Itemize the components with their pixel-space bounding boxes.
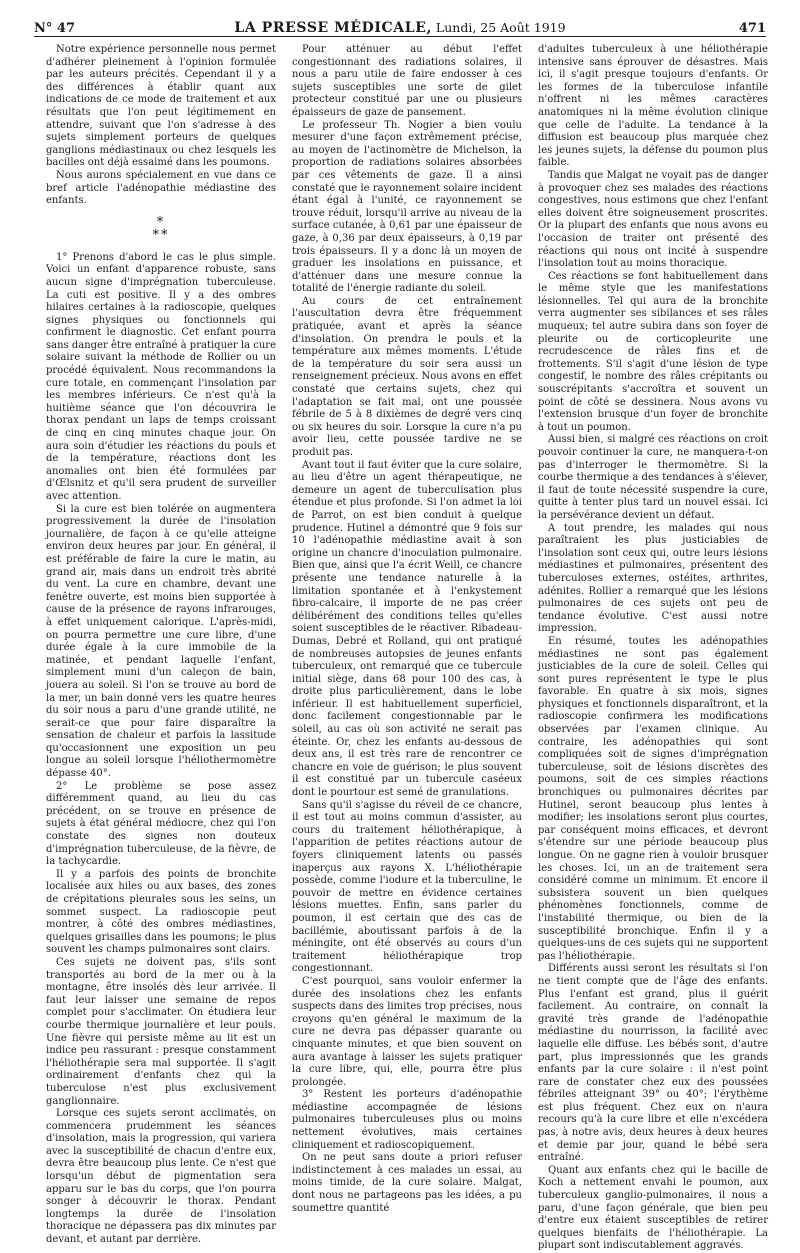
- paragraph: Différents aussi seront les résultats si l'on ne tient compte que de l'âge des enfants. Plus l'enfant est grand, plus il guérit facilement. Au contraire, on connaît la gravité très grande de l'adénopathie médiastine du nourrisson, la facilité avec laquelle elle diffuse. Les bébés sont, d'autre part, plus impressionnés que les grands enfants par la cure solaire : il n'est point rare de constater chez eux des poussées fébriles atteignant 39° ou 40°; l'érythème est plus fréquent. Chez eux on n'aura recours qu'à la cure libre et elle n'excédera pas, à notre avis, deux heures à deux heures et demie par jour, quand le bébé sera entraîné.: [538, 963, 768, 1164]
- paragraph: Ces sujets ne doivent pas, s'ils sont transportés au bord de la mer ou à la montagne, être insolés dès leur arrivée. Il faut leur laisser une semaine de repos complet pour s'acclimater. On étudiera leur courbe thermique journalière et leur pouls. Une fièvre qui persiste même au lit est un indice peu rassurant : presque constamment l'héliothérapie sera mal supportée. Il s'agit ordinairement d'enfants chez qui la tuberculose n'est plus exclusivement ganglionnaire.: [46, 956, 276, 1107]
- paragraph: Avant tout il faut éviter que la cure solaire, au lieu d'être un agent thérapeutique, ne demeure un agent de tuberculisation plus étendue et plus profonde. Si l'on admet la loi de Parrot, on est bien conduit à quelque prudence. Hutinel a démontré que 9 fois sur 10 l'adénopathie médiastine avait à son origine un chancre d'inoculation pulmonaire. Bien que, ainsi que l'a écrit Weill, ce chancre présente une tendance naturelle à la limitation spontanée et à l'enkystement fibro-calcaire, il importe de ne pas créer délibérément des conditions telles qu'elles soient susceptibles de le réactiver. Ribadeau-Dumas, Debré et Rolland, qui ont pratiqué de nombreuses autopsies de jeunes enfants tuberculeux, ont remarqué que ce tubercule initial siège, dans 68 pour 100 des cas, à droite plus particulièrement, dans le lobe inférieur. Il est habituellement superficiel, donc facilement congestionnable par le soleil, au cas où son activité ne serait pas éteinte. Or, chez les enfants au-dessous de deux ans, il est très rare de rencontrer ce chancre en voie de guérison; le plus souvent il est constitué par un tubercule caséeux dont le pourtour est semé de granulations.: [292, 459, 522, 799]
- column-3: [538, 44, 768, 1252]
- paragraph: 1° Prenons d'abord le cas le plus simple. Voici un enfant d'apparence robuste, sans aucun signe d'imprégnation tuberculeuse. La cuti est positive. Il y a des ombres hilaires certaines à la radioscopie, quelques signes physiques ou fonctionnels qui confirment le diagnostic. Cet enfant pourra sans danger être entraîné à pratiquer la cure solaire suivant la méthode de Rollier ou un procédé équivalent. Nous recommandons la cure totale, en commençant l'insolation par les membres inférieurs. Ce n'est qu'à la huitième séance que l'on découvrira le thorax pendant un laps de temps croissant de cinq en cinq minutes chaque jour. On aura soin d'étudier les réactions du pouls et de la température, réactions dont les anomalies ont bien été formulées par d'Œlsnitz et qu'il sera prudent de surveiller avec attention.: [46, 251, 276, 502]
- paragraph: A tout prendre, les malades qui nous paraîtraient les plus justiciables de l'insolation sont ceux qui, outre leurs lésions médiastines et pulmonaires, présentent des tuberculoses externes, ostéites, arthrites, adénites. Rollier a remarqué que les lésions pulmonaires de ces sujets ont peu de tendance évolutive. C'est aussi notre impression.: [538, 522, 768, 635]
- journal-title: LA PRESSE MÉDICALE,: [234, 20, 432, 36]
- paragraph: Aussi bien, si malgré ces réactions on croit pouvoir continuer la cure, ne manquera-t-on pas d'interroger le thermomètre. Si la courbe thermique a des tendances à s'élever, il faut de toute nécessité suspendre la cure, quitte à tenter plus tard un nouvel essai. Ici la persévérance devient un défaut.: [538, 434, 768, 521]
- paragraph: Le professeur Th. Nogier a bien voulu mesurer d'une façon extrêmement précise, au moyen de l'actinomètre de Michelson, la proportion de radiations solaires absorbées par ces vêtements de gaze. Il a ainsi constaté que le rayonnement solaire incident étant égal à l'unité, ce rayonnement se trouve réduit, lorsqu'il arrive au niveau de la surface cutanée, à 0,61 par une épaisseur de gaze, à 0,36 par deux épaisseurs, à 0,19 par trois épaisseurs. Il y a donc là un moyen de graduer les insolations en puissance, et d'atténuer dans une mesure connue la totalité de l'énergie radiante du soleil.: [292, 119, 522, 295]
- article-body: [46, 44, 768, 1252]
- ornament-bottom: **: [152, 227, 170, 243]
- paragraph: Tandis que Malgat ne voyait pas de danger à provoquer chez ses malades des réactions congestives, nous estimons que chez l'enfant elles doivent être soigneusement proscrites. Or la plupart des enfants que nous avons eu l'occasion de traiter ont présenté des réactions qui nous ont incité à suspendre l'insolation tout au moins thoracique.: [538, 169, 768, 270]
- ornament-top: *: [156, 214, 166, 230]
- paragraph: d'adultes tuberculeux à une héliothérapie intensive sans éprouver de désastres. Mais ici, il s'agit presque toujours d'enfants. Or les formes de la tuberculose infantile n'offrent ni les mêmes caractères anatomiques ni la même évolution clinique que celle de l'adulte. La tendance à la diffusion est beaucoup plus marquée chez les jeunes sujets, la défense du poumon plus faible.: [538, 44, 768, 169]
- issue-number: N° 47: [34, 21, 75, 36]
- issue-date: Lundi, 25 Août 1919: [431, 20, 566, 35]
- paragraph: Quant aux enfants chez qui le bacille de Koch a nettement envahi le poumon, aux tuberculeux ganglio-pulmonaires, il nous a paru, d'une façon générale, que bien peu d'entre eux étaient susceptibles de retirer quelques bienfaits de l'héliothérapie. La plupart sont indiscutablement aggravés.: [538, 1164, 768, 1252]
- paragraph: Il y a parfois des points de bronchite localisée aux hiles ou aux bases, des zones de crépitations pleurales sous les seins, un sommet suspect. La radioscopie peut montrer, à côté des ombres médiastines, quelques grisailles dans les poumons; le plus souvent les champs pulmonaires sont clairs.: [46, 868, 276, 956]
- paragraph: Nous aurons spécialement en vue dans ce bref article l'adénopathie médiastine des enfants.: [46, 169, 276, 207]
- paragraph: C'est pourquoi, sans vouloir enfermer la durée des insolations chez les enfants suspects dans des limites trop précises, nous croyons qu'en général le maximum de la cure ne devra pas dépasser quarante ou cinquante minutes, et que bien souvent on aura avantage à laisser les sujets pratiquer la cure libre, qui, elle, pourra être plus prolongée.: [292, 975, 522, 1088]
- column-1: [46, 44, 276, 1246]
- paragraph: On ne peut sans doute a priori refuser indistinctement à ces malades un essai, au moins timide, de la cure solaire. Malgat, dont nous ne partageons pas les idées, a pu soumettre quantité: [292, 1152, 522, 1214]
- paragraph: Sans qu'il s'agisse du réveil de ce chancre, il est tout au moins commun d'assister, au cours du traitement héliothérapique, à l'apparition de petites réactions autour de foyers cliniquement latents ou passés inaperçus aux rayons X. L'héliothérapie possède, comme l'iodure et la tuberculine, le pouvoir de mettre en évidence certaines lésions muettes. Enfin, sans parler du poumon, il est certain que des cas de bacillémie, aboutissant parfois à de la méningite, ont été observés au cours d'un traitement héliothérapique trop congestionnant.: [292, 799, 522, 975]
- page-number: 471: [738, 21, 766, 36]
- running-title: [114, 20, 686, 36]
- paragraph: 2° Le problème se pose assez différemment quand, au lieu du cas précédent, on se trouve en présence de sujets à état général médiocre, chez qui l'on constate des signes non douteux d'imprégnation tuberculeuse, de la fièvre, de la tachycardie.: [46, 780, 276, 868]
- paragraph: Pour atténuer au début l'effet congestionnant des radiations solaires, il nous a paru utile de faire endosser à ces sujets susceptibles une sorte de gilet protecteur constitué par une ou plusieurs épaisseurs de gaze de pansement.: [292, 44, 522, 118]
- paragraph: En résumé, toutes les adénopathies médiastines ne sont pas également justiciables de la cure de soleil. Celles qui sont pures représentent le type le plus favorable. En quatre à six mois, signes physiques et fonctionnels disparaîtront, et la radioscopie confirmera les modifications observées par l'examen clinique. Au contraire, les adénopathies qui sont compliquées soit de signes d'imprégnation tuberculeuse, soit de lésions discrètes des poumons, soit de ces simples réactions bronchiques ou pulmonaires décrites par Hutinel, seront beaucoup plus lentes à modifier; les insolations seront plus courtes, par conséquent moins efficaces, et devront s'étendre sur une période beaucoup plus longue. On ne gagne rien à vouloir brusquer les choses. Ici, un an de traitement sera considéré comme un minimum. Et encore il subsistera souvent un bien quelques phénomènes fonctionnels, comme de l'instabilité thermique, ou bien de la susceptibilité bronchique. Enfin il y a quelques-uns de ces sujets qui ne supportent pas l'héliothérapie.: [538, 635, 768, 962]
- paragraph: Au cours de cet entraînement l'auscultation devra être fréquemment pratiquée, avant et après la séance d'insolation. On prendra le pouls et la température aux mêmes moments. L'étude de la température du soir sera aussi un renseignement précieux. Nous avons en effet constaté que certains sujets, chez qui l'adaptation se fait mal, ont une poussée fébrile de 5 à 8 dixièmes de degré vers cinq ou six heures du soir. Lorsque la cure n'a pu avoir lieu, cette poussée tardive ne se produit pas.: [292, 295, 522, 458]
- paragraph: Lorsque ces sujets seront acclimatés, on commencera prudemment les séances d'insolation, mais la progression, qui variera avec la susceptibilité de chacun d'entre eux, devra être beaucoup plus lente. Ce n'est que lorsqu'un début de pigmentation sera apparu sur le bas du corps, que l'on pourra songer à découvrir le thorax. Pendant longtemps la durée de l'insolation thoracique ne dépassera pas dix minutes par devant, et autant par derrière.: [46, 1108, 276, 1246]
- paragraph: Notre expérience personnelle nous permet d'adhérer pleinement à l'opinion formulée par les auteurs précités. Cependant il y a des différences à établir quant aux indications de ce mode de traitement et aux résultats que l'on peut légitimement en attendre, suivant que l'on s'adresse à des sujets simplement porteurs de quelques ganglions médiastinaux ou chez lesquels les bacilles ont déjà essaimé dans les poumons.: [46, 44, 276, 169]
- page-header: [34, 14, 766, 37]
- section-ornament: [46, 216, 276, 242]
- paragraph: Ces réactions se font habituellement dans le même style que les manifestations lésionnelles. Tel qui aura de la bronchite verra augmenter ses sibilances et ses râles muqueux; tel autre subira dans son foyer de pleurite ou de corticopleurite une recrudescence de râles fins et de frottements. S'il s'agit d'une lésion de type congestif, le nombre des râles crépitants ou souscrépitants s'accroîtra et souvent un point de côté se dessinera. Nous avons vu l'extension brusque d'un foyer de bronchite à tout un poumon.: [538, 270, 768, 433]
- paragraph: 3° Restent les porteurs d'adénopathie médiastine accompagnée de lésions pulmonaires tuberculeuses plus ou moins nettement évolutives, mais certaines cliniquement et radioscopiquement.: [292, 1089, 522, 1151]
- column-2: [292, 44, 522, 1214]
- paragraph: Si la cure est bien tolérée on augmentera progressivement la durée de l'insolation journalière, de façon à ce qu'elle atteigne environ deux heures par jour. En général, il est préférable de faire la cure le matin, au grand air, mais dans un endroit très abrité du vent. La cure en chambre, devant une fenêtre ouverte, est moins bien supportée à cause de la présence de rayons infrarouges, à effet uniquement calorique. L'après-midi, on pourra permettre une cure libre, d'une durée égale à la cure immobile de la matinée, et pendant laquelle l'enfant, simplement muni d'un caleçon de bain, jouera au soleil. Si l'on se trouve au bord de la mer, un bain donné vers les quatre heures du soir nous a paru d'une grande utilité, ne serait-ce que pour faire disparaître la sensation de chaleur et parfois la lassitude qu'occasionnent une exposition un peu longue au soleil lorsque l'héliothermomètre dépasse 40°.: [46, 503, 276, 780]
